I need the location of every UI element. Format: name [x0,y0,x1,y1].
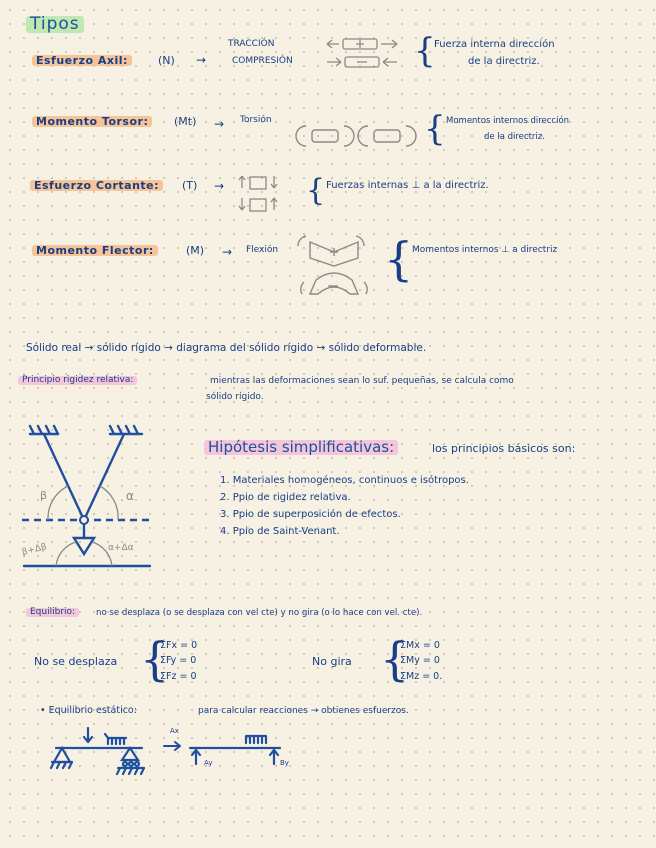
flexion-label: Flexión [246,245,279,255]
torsion-sketch [298,124,420,150]
principio-label: Principio rigidez relativa: [18,376,137,385]
cortante-brace: { [306,173,326,208]
hipotesis-item-4: 4. Ppio de Saint-Venant. [220,526,340,537]
axial-sketch [325,36,401,70]
flector-brace: { [384,232,414,286]
equilibrio-label: Equilibrio: [26,608,79,617]
no-gira-label: No gira [312,655,352,668]
solid-chain: Sólido real → sólido rígido → diagrama del sólido rígido → sólido deformable. [26,342,427,354]
no-desplaza-label: No se desplaza [34,655,118,668]
cortante-heading: Esfuerzo Cortante: [30,180,163,191]
axial-desc-2: de la directriz. [468,56,540,67]
eq-my: ΣMy = 0 [400,655,440,666]
beam-supports-sketch [50,726,154,782]
cortante-sketch [238,174,298,214]
ax-label: Ax [170,727,179,735]
hipotesis-item-2: 2. Ppio de rigidez relativa. [220,492,351,503]
eq-mx: ΣMx = 0 [400,640,440,651]
axial-symbol: (N) [158,54,175,67]
alpha-delta-label: α+Δα [108,543,134,553]
principio-text-1: mientras las deformaciones sean lo suf. pequeñas, se calcula como [210,376,514,386]
estatico-text: para calcular reacciones → obtienes esfuerzos. [198,706,409,716]
torsor-desc-1: Momentos internos dirección [446,116,570,126]
beta-delta-label: β+Δβ [21,542,48,558]
hipotesis-intro: los principios básicos son: [432,442,576,455]
torsor-brace: { [424,109,446,149]
cortante-arrow: → [214,179,225,193]
cortante-symbol: (T) [182,179,198,192]
torsor-desc-2: de la directriz. [484,132,545,142]
flector-symbol: (M) [186,244,205,257]
page-title: Tipos [26,16,84,33]
free-body-diagram [188,734,288,774]
beta-label: β [40,489,48,502]
eq-fx: ΣFx = 0 [160,640,198,651]
ay-label: Ay [204,759,213,767]
alpha-label: α [126,489,134,503]
by-label: By [280,759,289,767]
traccion-label: TRACCIÓN [228,39,275,49]
eq-mz: ΣMz = 0. [400,671,443,682]
flector-arrow: → [222,245,233,259]
principio-text-2: sólido rígido. [206,392,264,402]
torsion-label: Torsión [240,115,272,125]
axial-heading: Esfuerzo Axil: [32,55,132,66]
hipotesis-item-3: 3. Ppio de superposición de efectos. [220,509,401,520]
equilibrio-text: no se desplaza (o se desplaza con vel cte) y no gira (o lo hace con vel. cte). [96,608,423,618]
eq-fz: ΣFz = 0 [160,671,197,682]
torsor-heading: Momento Torsor: [32,116,152,127]
torsor-symbol: (Mt) [174,115,197,128]
flexion-sketch [294,232,374,302]
axial-arrow: → [196,53,207,67]
cortante-desc: Fuerzas internas ⊥ a la directriz. [326,180,489,191]
arrow-sketch [162,740,184,752]
eq-fy: ΣFy = 0 [160,655,197,666]
axial-brace: { [414,31,436,71]
forces-brace: { [140,632,170,686]
torsor-arrow: → [214,117,225,131]
axial-desc-1: Fuerza interna dirección [434,39,555,50]
estatico-label: • Equilibrio estático: [40,705,137,716]
hipotesis-item-1: 1. Materiales homogéneos, continuos e isótropos. [220,475,469,486]
flector-desc: Momentos internos ⊥ a directriz [412,245,558,255]
moments-brace: { [380,632,410,686]
compresion-label: COMPRESIÓN [232,56,293,66]
hipotesis-label: Hipótesis simplificativas: [204,440,398,455]
flector-heading: Momento Flector: [32,245,158,256]
